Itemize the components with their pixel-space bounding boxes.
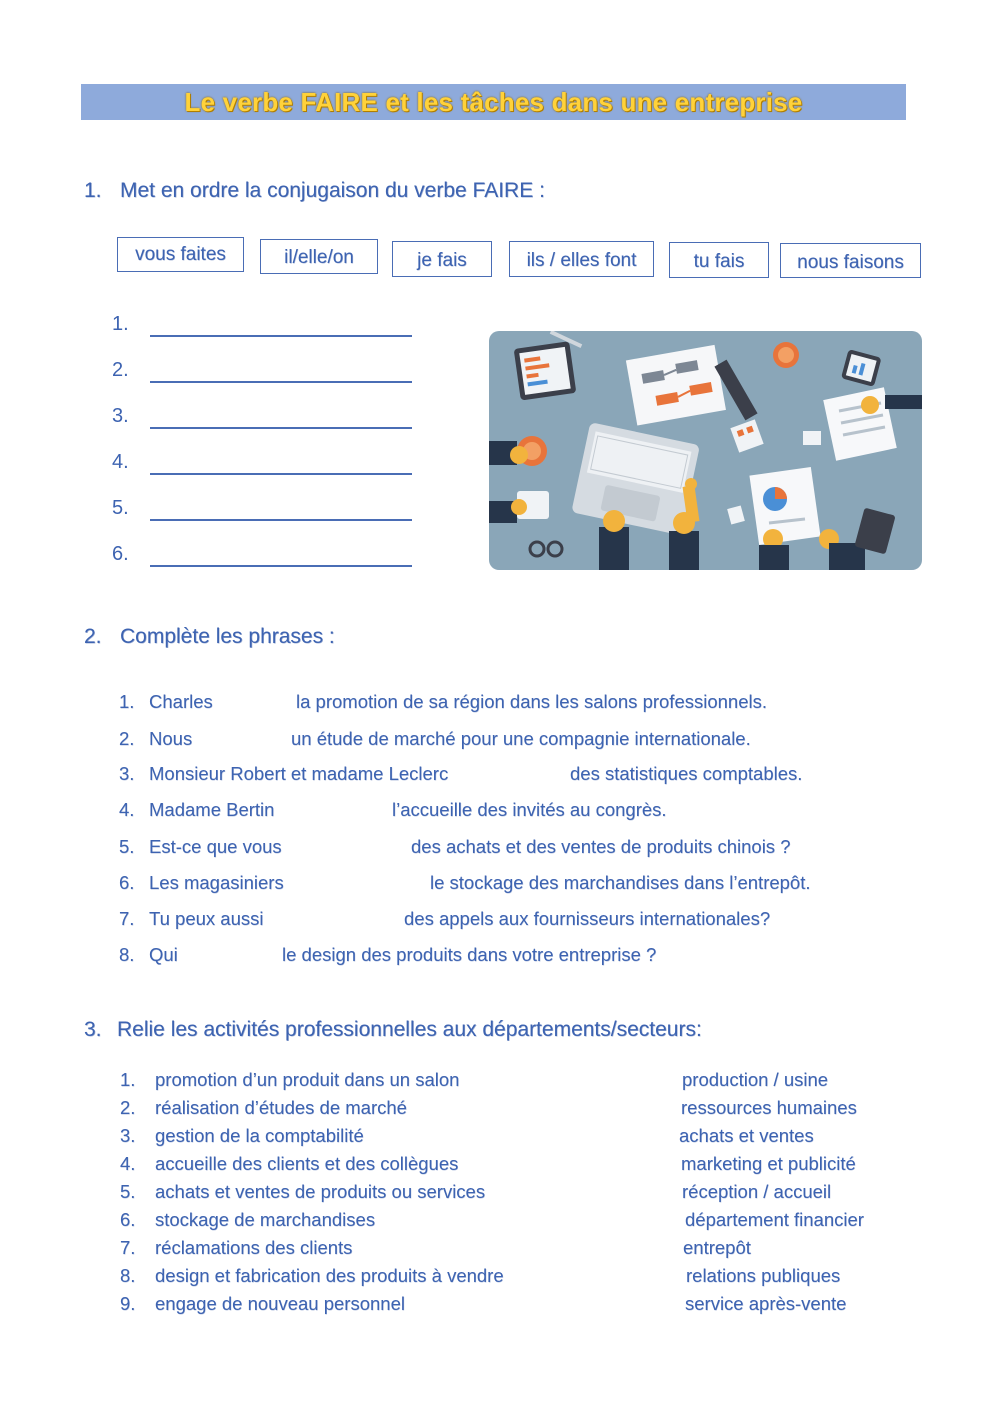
sentence-subject: Est-ce que vous <box>149 836 282 857</box>
answer-row-1 <box>112 313 148 336</box>
section-3-number: 3. <box>84 1018 102 1041</box>
sentence-subject: Monsieur Robert et madame Leclerc <box>149 763 449 784</box>
sentence-number: 3. <box>119 763 135 784</box>
answer-number: 1. <box>112 313 129 335</box>
activity-item[interactable] <box>120 1069 459 1091</box>
sentence-rest: des statistiques comptables. <box>570 763 803 784</box>
department-item[interactable]: ressources humaines <box>681 1097 857 1118</box>
department-item[interactable]: service après-vente <box>685 1293 847 1314</box>
activity-text: engage de nouveau personnel <box>155 1293 405 1314</box>
activity-number: 8. <box>120 1265 136 1286</box>
word-box[interactable]: tu fais <box>669 242 769 278</box>
activity-item[interactable] <box>120 1181 485 1203</box>
answer-line-4[interactable] <box>150 473 412 475</box>
answer-number: 2. <box>112 359 129 381</box>
sentence-rest: des achats et des ventes de produits chinois ? <box>411 836 791 857</box>
sentence-subject: Madame Bertin <box>149 799 275 820</box>
activity-item[interactable] <box>120 1293 405 1315</box>
section-1-title: Met en ordre la conjugaison du verbe FAIRE : <box>120 179 545 202</box>
activity-item[interactable] <box>120 1209 375 1231</box>
department-item[interactable]: réception / accueil <box>682 1181 832 1202</box>
department-item[interactable]: entrepôt <box>683 1237 751 1258</box>
activity-number: 7. <box>120 1237 136 1258</box>
activity-text: réclamations des clients <box>155 1237 353 1258</box>
department-item[interactable]: relations publiques <box>686 1265 841 1286</box>
word-box[interactable]: vous faites <box>117 237 244 272</box>
section-1-heading <box>84 179 545 203</box>
activity-number: 4. <box>120 1153 136 1174</box>
answer-row-6 <box>112 543 148 566</box>
department-item[interactable]: achats et ventes <box>679 1125 814 1146</box>
activity-text: accueille des clients et des collègues <box>155 1153 459 1174</box>
department-item[interactable]: marketing et publicité <box>681 1153 856 1174</box>
word-box[interactable]: il/elle/on <box>260 239 378 274</box>
activity-text: achats et ventes de produits ou services <box>155 1181 486 1202</box>
activity-number: 5. <box>120 1181 136 1202</box>
answer-line-2[interactable] <box>150 381 412 383</box>
activity-number: 3. <box>120 1125 136 1146</box>
sentence-rest: un étude de marché pour une compagnie internationale. <box>291 728 751 749</box>
sentence-rest: le design des produits dans votre entreprise ? <box>282 944 657 965</box>
answer-number: 5. <box>112 497 129 519</box>
sentence-number: 4. <box>119 799 135 820</box>
sentence-number: 5. <box>119 836 135 857</box>
activity-item[interactable] <box>120 1097 407 1119</box>
answer-row-3 <box>112 405 148 428</box>
answer-line-5[interactable] <box>150 519 412 521</box>
page-title: Le verbe FAIRE et les tâches dans une entreprise <box>184 86 803 117</box>
activity-number: 1. <box>120 1069 136 1090</box>
tablet-icon <box>514 341 577 400</box>
sentence-rest: le stockage des marchandises dans l’entrepôt. <box>430 872 811 893</box>
activity-text: promotion d’un produit dans un salon <box>155 1069 460 1090</box>
answer-line-6[interactable] <box>150 565 412 567</box>
answer-line-1[interactable] <box>150 335 412 337</box>
activity-text: stockage de marchandises <box>155 1209 376 1230</box>
activity-number: 6. <box>120 1209 136 1230</box>
sentence-number: 1. <box>119 691 135 712</box>
activity-text: réalisation d’études de marché <box>155 1097 407 1118</box>
answer-row-4 <box>112 451 148 474</box>
section-2-number: 2. <box>84 625 102 648</box>
office-desk-illustration <box>489 331 922 570</box>
section-1-number: 1. <box>84 179 102 202</box>
activity-text: design et fabrication des produits à vendre <box>155 1265 504 1286</box>
answer-row-2 <box>112 359 148 382</box>
activity-item[interactable] <box>120 1125 364 1147</box>
sentence-rest: l’accueille des invités au congrès. <box>392 799 667 820</box>
answer-line-3[interactable] <box>150 427 412 429</box>
answer-number: 6. <box>112 543 129 565</box>
word-box[interactable]: nous faisons <box>780 243 921 278</box>
sentence-number: 2. <box>119 728 135 749</box>
sentence-number: 6. <box>119 872 135 893</box>
sentence-subject: Nous <box>149 728 193 749</box>
activity-text: gestion de la comptabilité <box>155 1125 364 1146</box>
sentence-number: 8. <box>119 944 135 965</box>
activity-number: 9. <box>120 1293 136 1314</box>
sentence-subject: Charles <box>149 691 213 712</box>
department-item[interactable]: production / usine <box>682 1069 829 1090</box>
department-item[interactable]: département financier <box>685 1209 864 1230</box>
sentence-number: 7. <box>119 908 135 929</box>
section-2-title: Complète les phrases : <box>120 625 335 648</box>
sentence-subject: Les magasiniers <box>149 872 284 893</box>
section-3-title: Relie les activités professionnelles aux départements/secteurs: <box>117 1018 702 1041</box>
section-3-heading <box>84 1018 702 1042</box>
answer-number: 3. <box>112 405 129 427</box>
answer-number: 4. <box>112 451 129 473</box>
word-box[interactable]: ils / elles font <box>509 241 654 277</box>
office-desk-svg <box>489 331 922 570</box>
activity-item[interactable] <box>120 1153 458 1175</box>
sentence-subject: Tu peux aussi <box>149 908 264 929</box>
section-2-heading <box>84 625 335 649</box>
sentence-rest: des appels aux fournisseurs internationales? <box>404 908 771 929</box>
activity-item[interactable] <box>120 1237 352 1259</box>
activity-item[interactable] <box>120 1265 504 1287</box>
sentence-rest: la promotion de sa région dans les salons professionnels. <box>296 691 768 712</box>
sentence-subject: Qui <box>149 944 178 965</box>
answer-row-5 <box>112 497 148 520</box>
title-bar <box>81 84 906 120</box>
word-box[interactable]: je fais <box>392 241 492 277</box>
activity-number: 2. <box>120 1097 136 1118</box>
